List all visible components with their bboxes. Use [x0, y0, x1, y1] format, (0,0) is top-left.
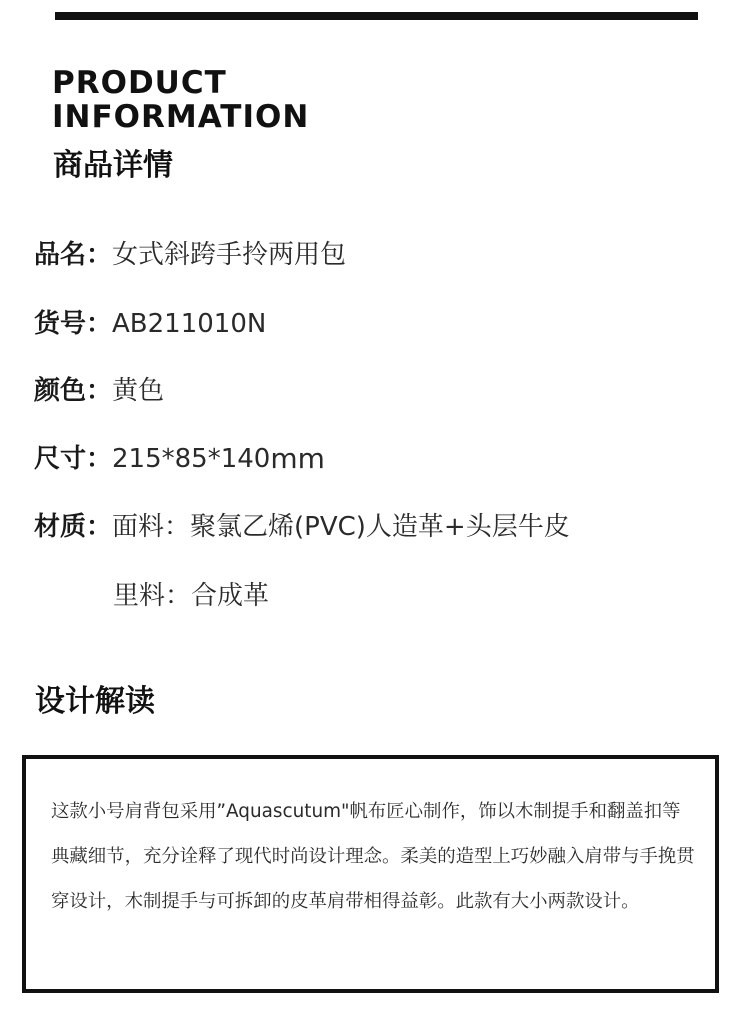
- english-title: [52, 66, 309, 134]
- spec-label-color: 颜色：: [34, 376, 113, 406]
- design-description-text: 这款小号肩背包采用”Aquascutum"帆布匠心制作，饰以木制提手和翻盖扣等典藏细节，充分诠释了现代时尚设计理念。柔美的造型上巧妙融入肩带与手挽贯穿设计，木制提手与可拆卸的皮革肩带相得益彰。此款有大小两款设计。: [51, 801, 695, 912]
- spec-value-name: 女式斜跨手拎两用包: [112, 240, 347, 270]
- spec-row-size: [34, 439, 325, 479]
- spec-value-size: 215*85*140: [112, 444, 271, 474]
- spec-row-material: [34, 507, 570, 547]
- design-section-title: 设计解读: [35, 684, 155, 719]
- english-title-line-2: INFORMATION: [52, 99, 310, 135]
- spec-row-name: [34, 235, 346, 275]
- spec-label-sku: 货号：: [34, 309, 113, 339]
- spec-value-sku: AB211010N: [112, 309, 267, 339]
- spec-label-size: 尺寸：: [34, 444, 113, 474]
- top-divider-bar: [55, 12, 698, 20]
- chinese-title: 商品详情: [53, 148, 173, 183]
- spec-value-material-lining: 里料：合成革: [113, 581, 270, 611]
- spec-label-name: 品名：: [34, 240, 113, 270]
- spec-value-color: 黄色: [112, 376, 165, 406]
- english-title-line-1: PRODUCT: [52, 65, 227, 101]
- spec-label-material: 材质：: [34, 512, 113, 542]
- spec-row-color: [34, 371, 164, 411]
- spec-row-sku: [34, 304, 266, 344]
- spec-value-material-outer: 面料：聚氯乙烯(PVC)人造革+头层牛皮: [112, 512, 570, 542]
- design-description-box: [22, 755, 719, 993]
- spec-unit-size: mm: [270, 442, 325, 475]
